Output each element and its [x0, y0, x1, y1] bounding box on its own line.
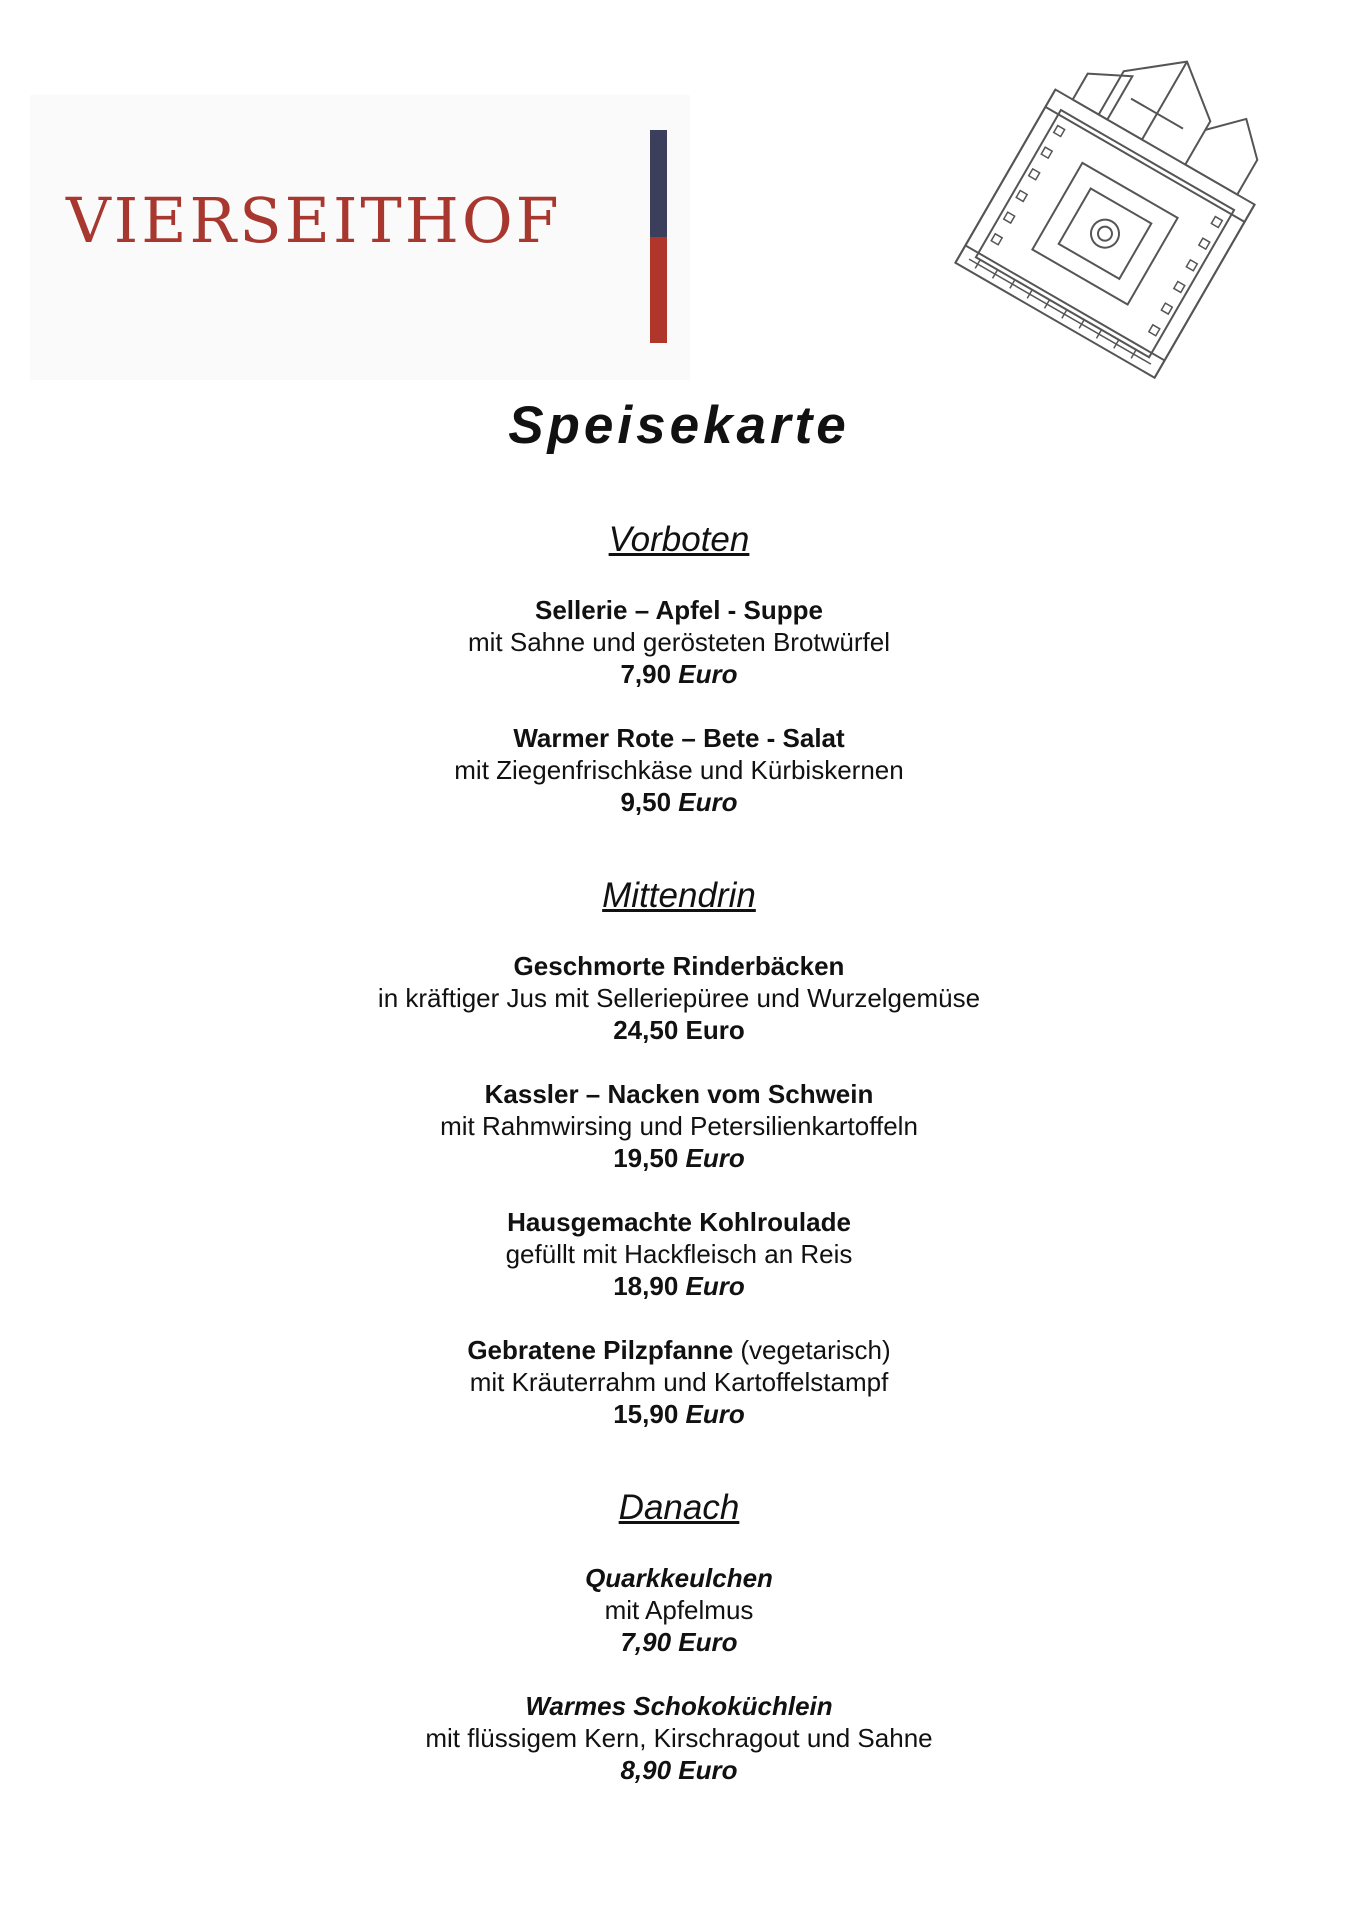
- menu-section-danach: [0, 1488, 1358, 1786]
- brand-bar-top: [650, 130, 667, 237]
- dish-item: [0, 1334, 1358, 1430]
- dish-price: 7,90: [620, 659, 672, 689]
- dish-price: 24,50: [613, 1015, 679, 1045]
- dish-item: [0, 722, 1358, 818]
- dish-description: in kräftiger Jus mit Selleriepüree und Wurzelgemüse: [377, 983, 981, 1013]
- dish-currency: Euro: [678, 1627, 738, 1657]
- dish-note: (vegetarisch): [740, 1335, 891, 1365]
- dish-price: 15,90: [613, 1399, 679, 1429]
- section-heading: Vorboten: [608, 520, 750, 559]
- brand-logo-text: VIERSEITHOF: [66, 184, 562, 257]
- dish-currency: Euro: [678, 1755, 738, 1785]
- dish-price: 9,50: [620, 787, 672, 817]
- dish-name: Quarkkeulchen: [585, 1563, 773, 1593]
- dish-price: 18,90: [613, 1271, 679, 1301]
- menu-section-mittendrin: [0, 876, 1358, 1430]
- dish-currency: Euro: [685, 1399, 745, 1429]
- dish-currency: Euro: [678, 659, 738, 689]
- brand-color-bar: [650, 130, 667, 343]
- dish-price: 19,50: [613, 1143, 679, 1173]
- dish-item: [0, 1078, 1358, 1174]
- dish-description: mit Rahmwirsing und Petersilienkartoffeln: [440, 1111, 918, 1141]
- dish-currency: Euro: [685, 1143, 745, 1173]
- dish-item: [0, 950, 1358, 1046]
- dish-description: mit flüssigem Kern, Kirschragout und Sahne: [425, 1723, 933, 1753]
- menu: [0, 520, 1358, 1844]
- dish-description: mit Kräuterrahm und Kartoffelstampf: [469, 1367, 889, 1397]
- dish-price: 8,90: [620, 1755, 672, 1785]
- dish-name: Warmer Rote – Bete - Salat: [513, 723, 845, 753]
- page-title: Speisekarte: [508, 396, 850, 455]
- menu-section-vorboten: [0, 520, 1358, 818]
- section-heading: Mittendrin: [602, 876, 756, 915]
- dish-description: mit Ziegenfrischkäse und Kürbiskernen: [454, 755, 904, 785]
- dish-name: Kassler – Nacken vom Schwein: [484, 1079, 874, 1109]
- dish-name: Sellerie – Apfel - Suppe: [534, 595, 823, 625]
- dish-description: mit Sahne und gerösteten Brotwürfel: [467, 627, 891, 657]
- dish-item: [0, 1206, 1358, 1302]
- dish-price: 7,90: [620, 1627, 672, 1657]
- dish-name: Gebratene Pilzpfanne: [467, 1335, 734, 1365]
- dish-description: gefüllt mit Hackfleisch an Reis: [505, 1239, 853, 1269]
- dish-currency: Euro: [685, 1015, 745, 1045]
- dish-description: mit Apfelmus: [604, 1595, 754, 1625]
- dish-item: [0, 1690, 1358, 1786]
- dish-item: [0, 1562, 1358, 1658]
- dish-item: [0, 594, 1358, 690]
- dish-currency: Euro: [685, 1271, 745, 1301]
- dish-name: Hausgemachte Kohlroulade: [507, 1207, 851, 1237]
- dish-name: Geschmorte Rinderbäcken: [513, 951, 845, 981]
- brand-bar-bottom: [650, 237, 667, 344]
- castle-aerial-sketch-icon: [915, 25, 1305, 425]
- dish-name: Warmes Schokoküchlein: [525, 1691, 833, 1721]
- dish-currency: Euro: [678, 787, 738, 817]
- section-heading: Danach: [618, 1488, 740, 1527]
